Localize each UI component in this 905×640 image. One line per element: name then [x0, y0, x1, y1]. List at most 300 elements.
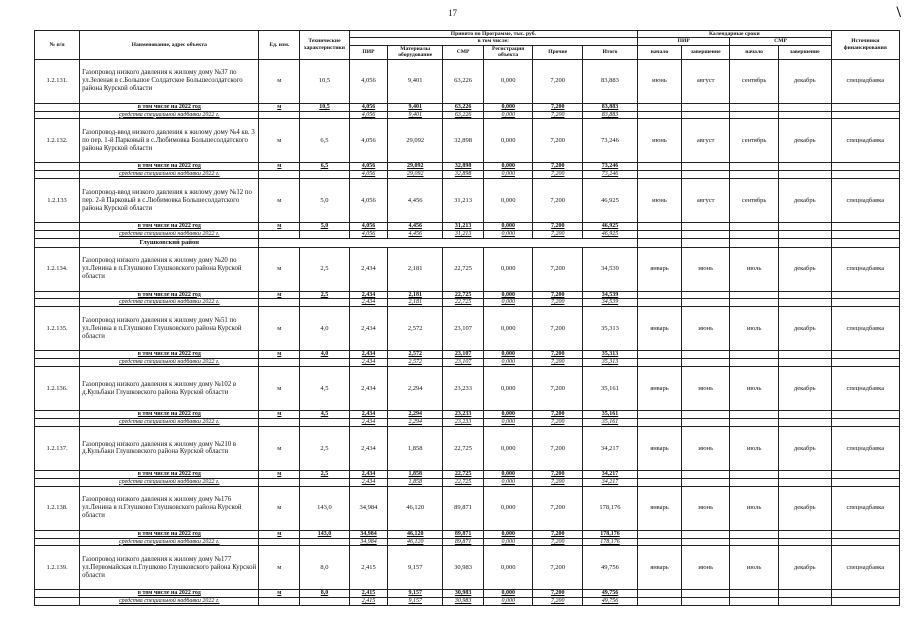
- total-cell: 34,539: [582, 291, 637, 299]
- smr-cell: 23,233: [443, 418, 484, 426]
- header-source: Источники финансирования: [831, 31, 899, 60]
- registration-cell: 0,000: [483, 223, 533, 231]
- registration-cell: 0,000: [483, 478, 533, 486]
- smr-end-cell: декабрь: [778, 426, 831, 470]
- pir-start-cell: январь: [637, 247, 681, 291]
- materials-cell: 4,456: [388, 231, 443, 239]
- other-cell: 7,200: [533, 590, 583, 598]
- empty-cell: [682, 299, 730, 307]
- empty-cell: [778, 299, 831, 307]
- year-subtotal-row: [35, 411, 900, 419]
- pir-start-cell: январь: [637, 546, 681, 590]
- materials-cell: 2,294: [388, 411, 443, 419]
- object-row: [35, 307, 900, 351]
- other-cell: 7,200: [533, 418, 583, 426]
- registration-cell: 0,000: [483, 163, 533, 171]
- other-cell: 7,200: [533, 119, 583, 163]
- empty-cell: [730, 538, 778, 546]
- empty-cell: [35, 359, 80, 367]
- subtotal-label: в том числе на 2022 год: [80, 291, 259, 299]
- empty-cell: [778, 231, 831, 239]
- empty-cell: [35, 111, 80, 119]
- other-cell: 7,200: [533, 367, 583, 411]
- header-other: Прочие: [533, 45, 583, 59]
- tech-cell: 8,0: [300, 546, 350, 590]
- total-cell: 73,246: [582, 119, 637, 163]
- tech-cell: 2,5: [300, 247, 350, 291]
- tech-cell: 8,0: [300, 590, 350, 598]
- registration-cell: 0,000: [483, 538, 533, 546]
- pir-cell: 4,056: [349, 231, 388, 239]
- materials-cell: 2,181: [388, 247, 443, 291]
- header-cal-pir: ПИР: [637, 38, 729, 45]
- smr-cell: 22,725: [443, 299, 484, 307]
- registration-cell: 0,000: [483, 486, 533, 530]
- region-label: Глушковский район: [80, 239, 259, 247]
- pir-start-cell: январь: [637, 426, 681, 470]
- empty-cell: [35, 163, 80, 171]
- materials-cell: 1,858: [388, 470, 443, 478]
- materials-cell: 1,858: [388, 426, 443, 470]
- pir-cell: 2,415: [349, 590, 388, 598]
- materials-cell: 9,401: [388, 59, 443, 103]
- unit-cell: м: [259, 367, 300, 411]
- registration-cell: 0,000: [483, 247, 533, 291]
- tech-cell: [300, 111, 350, 119]
- pir-end-cell: июнь: [682, 546, 730, 590]
- pir-cell: 34,984: [349, 486, 388, 530]
- total-cell: 34,217: [582, 470, 637, 478]
- empty-cell: [831, 411, 899, 419]
- empty-cell: [682, 470, 730, 478]
- subtotal-label: в том числе на 2022 год: [80, 103, 259, 111]
- empty-cell: [730, 171, 778, 179]
- empty-cell: [778, 103, 831, 111]
- registration-cell: 0,000: [483, 299, 533, 307]
- empty-cell: [831, 418, 899, 426]
- smr-cell: 32,898: [443, 119, 484, 163]
- empty-cell: [730, 590, 778, 598]
- empty-cell: [35, 351, 80, 359]
- unit-cell: м: [259, 163, 300, 171]
- smr-cell: 31,213: [443, 179, 484, 223]
- pir-end-cell: июнь: [682, 367, 730, 411]
- other-cell: 7,200: [533, 359, 583, 367]
- unit-cell: [259, 231, 300, 239]
- header-smr: СМР: [443, 45, 484, 59]
- total-cell: 35,161: [582, 367, 637, 411]
- empty-cell: [682, 163, 730, 171]
- empty-cell: [35, 478, 80, 486]
- empty-cell: [831, 223, 899, 231]
- empty-cell: [35, 223, 80, 231]
- unit-cell: м: [259, 291, 300, 299]
- smr-cell: 23,107: [443, 359, 484, 367]
- empty-cell: [831, 478, 899, 486]
- empty-cell: [35, 470, 80, 478]
- total-cell: 83,883: [582, 103, 637, 111]
- empty-cell: [637, 111, 681, 119]
- materials-cell: 29,092: [388, 119, 443, 163]
- source-cell: спецнадбавка: [831, 59, 899, 103]
- fund-label: средства специальной надбавки 2022 г.: [80, 418, 259, 426]
- materials-cell: 2,572: [388, 351, 443, 359]
- empty-cell: [637, 530, 681, 538]
- empty-cell: [730, 478, 778, 486]
- unit-cell: [259, 111, 300, 119]
- pir-cell: 4,056: [349, 59, 388, 103]
- header-tech: Технические характеристики: [300, 31, 350, 60]
- smr-end-cell: декабрь: [778, 546, 831, 590]
- subtotal-label: в том числе на 2022 год: [80, 411, 259, 419]
- fund-label: средства специальной надбавки 2022 г.: [80, 299, 259, 307]
- empty-cell: [778, 239, 831, 247]
- header-accepted: Принято по Программе, тыс. руб.: [349, 31, 637, 38]
- smr-end-cell: декабрь: [778, 486, 831, 530]
- object-name: Газопровод низкого давления к жилому дому №210 в д.Кульбаки Глушковского района Курской области: [80, 426, 259, 470]
- total-cell: 35,161: [582, 418, 637, 426]
- empty-cell: [259, 239, 638, 247]
- smr-start-cell: сентябрь: [730, 119, 778, 163]
- pir-end-cell: август: [682, 59, 730, 103]
- pir-end-cell: июнь: [682, 247, 730, 291]
- other-cell: 7,200: [533, 478, 583, 486]
- header-pir-start: начало: [637, 45, 681, 59]
- pir-cell: 2,434: [349, 426, 388, 470]
- other-cell: 7,200: [533, 163, 583, 171]
- object-number: 1.2.139.: [35, 546, 80, 590]
- object-row: [35, 367, 900, 411]
- pir-cell: 2,434: [349, 367, 388, 411]
- pir-start-cell: январь: [637, 486, 681, 530]
- source-cell: спецнадбавка: [831, 307, 899, 351]
- smr-end-cell: декабрь: [778, 179, 831, 223]
- year-subtotal-row: [35, 530, 900, 538]
- tech-cell: 5,0: [300, 179, 350, 223]
- materials-cell: 29,092: [388, 171, 443, 179]
- other-cell: 7,200: [533, 426, 583, 470]
- empty-cell: [682, 231, 730, 239]
- empty-cell: [637, 598, 681, 606]
- materials-cell: 2,181: [388, 299, 443, 307]
- empty-cell: [637, 239, 681, 247]
- empty-cell: [637, 171, 681, 179]
- pir-cell: 2,434: [349, 247, 388, 291]
- unit-cell: [259, 538, 300, 546]
- other-cell: 7,200: [533, 171, 583, 179]
- source-cell: спецнадбавка: [831, 179, 899, 223]
- header-calendar: Календарные сроки: [637, 31, 831, 38]
- tech-cell: 10,5: [300, 59, 350, 103]
- header-pir: ПИР: [349, 45, 388, 59]
- smr-end-cell: декабрь: [778, 119, 831, 163]
- empty-cell: [35, 598, 80, 606]
- registration-cell: 0,000: [483, 359, 533, 367]
- object-number: 1.2.138.: [35, 486, 80, 530]
- smr-start-cell: июль: [730, 247, 778, 291]
- empty-cell: [730, 239, 778, 247]
- fund-label: средства специальной надбавки 2022 г.: [80, 598, 259, 606]
- registration-cell: 0,000: [483, 231, 533, 239]
- total-cell: 34,539: [582, 247, 637, 291]
- empty-cell: [35, 411, 80, 419]
- fund-label: средства специальной надбавки 2022 г.: [80, 171, 259, 179]
- empty-cell: [637, 291, 681, 299]
- subtotal-label: в том числе на 2022 год: [80, 351, 259, 359]
- total-cell: 34,217: [582, 478, 637, 486]
- registration-cell: 0,000: [483, 590, 533, 598]
- empty-cell: [682, 411, 730, 419]
- total-cell: 35,161: [582, 411, 637, 419]
- materials-cell: 9,157: [388, 590, 443, 598]
- header-total: Итого: [582, 45, 637, 59]
- tech-cell: 4,0: [300, 351, 350, 359]
- unit-cell: м: [259, 590, 300, 598]
- tech-cell: 2,5: [300, 426, 350, 470]
- empty-cell: [831, 598, 899, 606]
- empty-cell: [35, 590, 80, 598]
- object-number: 1.2.134.: [35, 247, 80, 291]
- empty-cell: [637, 359, 681, 367]
- smr-start-cell: июль: [730, 307, 778, 351]
- total-cell: 178,176: [582, 538, 637, 546]
- header-materials: Материалы оборудование: [388, 45, 443, 59]
- fund-source-row: [35, 111, 900, 119]
- empty-cell: [778, 411, 831, 419]
- unit-cell: [259, 359, 300, 367]
- year-subtotal-row: [35, 223, 900, 231]
- corner-mark: \: [896, 4, 901, 21]
- tech-cell: 4,5: [300, 411, 350, 419]
- pir-cell: 2,434: [349, 351, 388, 359]
- pir-cell: 4,056: [349, 119, 388, 163]
- smr-end-cell: декабрь: [778, 59, 831, 103]
- unit-cell: м: [259, 103, 300, 111]
- other-cell: 7,200: [533, 530, 583, 538]
- total-cell: 73,246: [582, 163, 637, 171]
- pir-cell: 2,415: [349, 598, 388, 606]
- subtotal-label: в том числе на 2022 год: [80, 163, 259, 171]
- tech-cell: [300, 231, 350, 239]
- object-number: 1.2.137.: [35, 426, 80, 470]
- empty-cell: [637, 163, 681, 171]
- materials-cell: 46,120: [388, 530, 443, 538]
- empty-cell: [35, 418, 80, 426]
- unit-cell: м: [259, 351, 300, 359]
- total-cell: 178,176: [582, 530, 637, 538]
- tech-cell: 2,5: [300, 470, 350, 478]
- fund-source-row: [35, 171, 900, 179]
- fund-label: средства специальной надбавки 2022 г.: [80, 231, 259, 239]
- source-cell: спецнадбавка: [831, 426, 899, 470]
- smr-cell: 23,107: [443, 351, 484, 359]
- fund-source-row: [35, 418, 900, 426]
- smr-start-cell: июль: [730, 426, 778, 470]
- total-cell: 35,313: [582, 307, 637, 351]
- empty-cell: [682, 239, 730, 247]
- other-cell: 7,200: [533, 103, 583, 111]
- unit-cell: м: [259, 223, 300, 231]
- object-name: Газопровод низкого давления к жилому дому №37 по ул.Зеленая в с.Большое Солдатское Большесолдатского района Курской области: [80, 59, 259, 103]
- empty-cell: [682, 598, 730, 606]
- smr-start-cell: июль: [730, 546, 778, 590]
- empty-cell: [35, 239, 80, 247]
- pir-end-cell: июнь: [682, 307, 730, 351]
- materials-cell: 4,456: [388, 179, 443, 223]
- smr-cell: 32,898: [443, 163, 484, 171]
- year-subtotal-row: [35, 291, 900, 299]
- unit-cell: м: [259, 486, 300, 530]
- smr-cell: 31,213: [443, 231, 484, 239]
- other-cell: 7,200: [533, 247, 583, 291]
- empty-cell: [682, 111, 730, 119]
- pir-cell: 2,434: [349, 359, 388, 367]
- table-body: [35, 59, 900, 606]
- object-row: [35, 59, 900, 103]
- source-cell: спецнадбавка: [831, 119, 899, 163]
- empty-cell: [637, 470, 681, 478]
- subtotal-label: в том числе на 2022 год: [80, 470, 259, 478]
- total-cell: 46,925: [582, 231, 637, 239]
- pir-cell: 4,056: [349, 111, 388, 119]
- object-name: Газопровод низкого давления к жилому дому №102 в д.Кульбаки Глушковского района Курской области: [80, 367, 259, 411]
- unit-cell: м: [259, 179, 300, 223]
- smr-start-cell: сентябрь: [730, 179, 778, 223]
- tech-cell: [300, 171, 350, 179]
- pir-start-cell: январь: [637, 307, 681, 351]
- materials-cell: 9,401: [388, 111, 443, 119]
- source-cell: спецнадбавка: [831, 247, 899, 291]
- unit-cell: [259, 299, 300, 307]
- fund-source-row: [35, 231, 900, 239]
- tech-cell: 10,5: [300, 103, 350, 111]
- total-cell: 73,246: [582, 171, 637, 179]
- pir-cell: 2,434: [349, 307, 388, 351]
- empty-cell: [682, 103, 730, 111]
- unit-cell: м: [259, 426, 300, 470]
- tech-cell: [300, 478, 350, 486]
- empty-cell: [682, 171, 730, 179]
- registration-cell: 0,000: [483, 291, 533, 299]
- materials-cell: 9,157: [388, 598, 443, 606]
- pir-cell: 2,434: [349, 299, 388, 307]
- registration-cell: 0,000: [483, 418, 533, 426]
- registration-cell: 0,000: [483, 351, 533, 359]
- total-cell: 178,176: [582, 486, 637, 530]
- unit-cell: [259, 171, 300, 179]
- pir-end-cell: август: [682, 179, 730, 223]
- empty-cell: [730, 163, 778, 171]
- fund-label: средства специальной надбавки 2022 г.: [80, 478, 259, 486]
- empty-cell: [682, 291, 730, 299]
- year-subtotal-row: [35, 351, 900, 359]
- total-cell: 35,313: [582, 351, 637, 359]
- empty-cell: [831, 291, 899, 299]
- materials-cell: 1,858: [388, 478, 443, 486]
- year-subtotal-row: [35, 163, 900, 171]
- empty-cell: [831, 299, 899, 307]
- total-cell: 46,925: [582, 223, 637, 231]
- materials-cell: 29,092: [388, 163, 443, 171]
- fund-source-row: [35, 359, 900, 367]
- source-cell: спецнадбавка: [831, 367, 899, 411]
- empty-cell: [778, 111, 831, 119]
- empty-cell: [682, 530, 730, 538]
- pir-end-cell: август: [682, 119, 730, 163]
- smr-cell: 89,871: [443, 538, 484, 546]
- empty-cell: [730, 470, 778, 478]
- smr-cell: 22,725: [443, 291, 484, 299]
- tech-cell: 4,5: [300, 367, 350, 411]
- total-cell: 46,925: [582, 179, 637, 223]
- other-cell: 7,200: [533, 411, 583, 419]
- year-subtotal-row: [35, 590, 900, 598]
- empty-cell: [778, 598, 831, 606]
- empty-cell: [831, 470, 899, 478]
- empty-cell: [831, 163, 899, 171]
- empty-cell: [730, 103, 778, 111]
- materials-cell: 46,120: [388, 486, 443, 530]
- empty-cell: [778, 590, 831, 598]
- pir-cell: 2,434: [349, 470, 388, 478]
- empty-cell: [35, 231, 80, 239]
- unit-cell: м: [259, 247, 300, 291]
- empty-cell: [682, 538, 730, 546]
- object-number: 1.2.132.: [35, 119, 80, 163]
- pir-cell: 4,056: [349, 223, 388, 231]
- pir-cell: 2,434: [349, 291, 388, 299]
- unit-cell: м: [259, 119, 300, 163]
- smr-cell: 63,226: [443, 111, 484, 119]
- registration-cell: 0,000: [483, 179, 533, 223]
- materials-cell: 2,572: [388, 307, 443, 351]
- empty-cell: [730, 231, 778, 239]
- unit-cell: м: [259, 411, 300, 419]
- pir-cell: 4,056: [349, 179, 388, 223]
- empty-cell: [682, 359, 730, 367]
- pir-cell: 4,056: [349, 103, 388, 111]
- object-number: 1.2.136.: [35, 367, 80, 411]
- registration-cell: 0,000: [483, 411, 533, 419]
- registration-cell: 0,000: [483, 367, 533, 411]
- empty-cell: [778, 470, 831, 478]
- total-cell: 49,756: [582, 590, 637, 598]
- header-name: Наименование, адрес объекта: [80, 31, 259, 60]
- empty-cell: [778, 291, 831, 299]
- tech-cell: [300, 418, 350, 426]
- registration-cell: 0,000: [483, 546, 533, 590]
- object-number: 1.2.131.: [35, 59, 80, 103]
- header-num: № п/п: [35, 31, 80, 60]
- header-unit: Ед. изм.: [259, 31, 300, 60]
- empty-cell: [778, 530, 831, 538]
- empty-cell: [35, 103, 80, 111]
- object-name: Газопровод низкого давления к жилому дому №177 ул.Первомайская п.Глушково Глушковского района Курской области: [80, 546, 259, 590]
- empty-cell: [730, 411, 778, 419]
- empty-cell: [778, 171, 831, 179]
- empty-cell: [682, 351, 730, 359]
- tech-cell: [300, 359, 350, 367]
- smr-cell: 23,107: [443, 307, 484, 351]
- empty-cell: [730, 299, 778, 307]
- source-cell: спецнадбавка: [831, 546, 899, 590]
- other-cell: 7,200: [533, 179, 583, 223]
- registration-cell: 0,000: [483, 598, 533, 606]
- smr-cell: 31,213: [443, 223, 484, 231]
- object-row: [35, 546, 900, 590]
- empty-cell: [831, 239, 899, 247]
- empty-cell: [831, 111, 899, 119]
